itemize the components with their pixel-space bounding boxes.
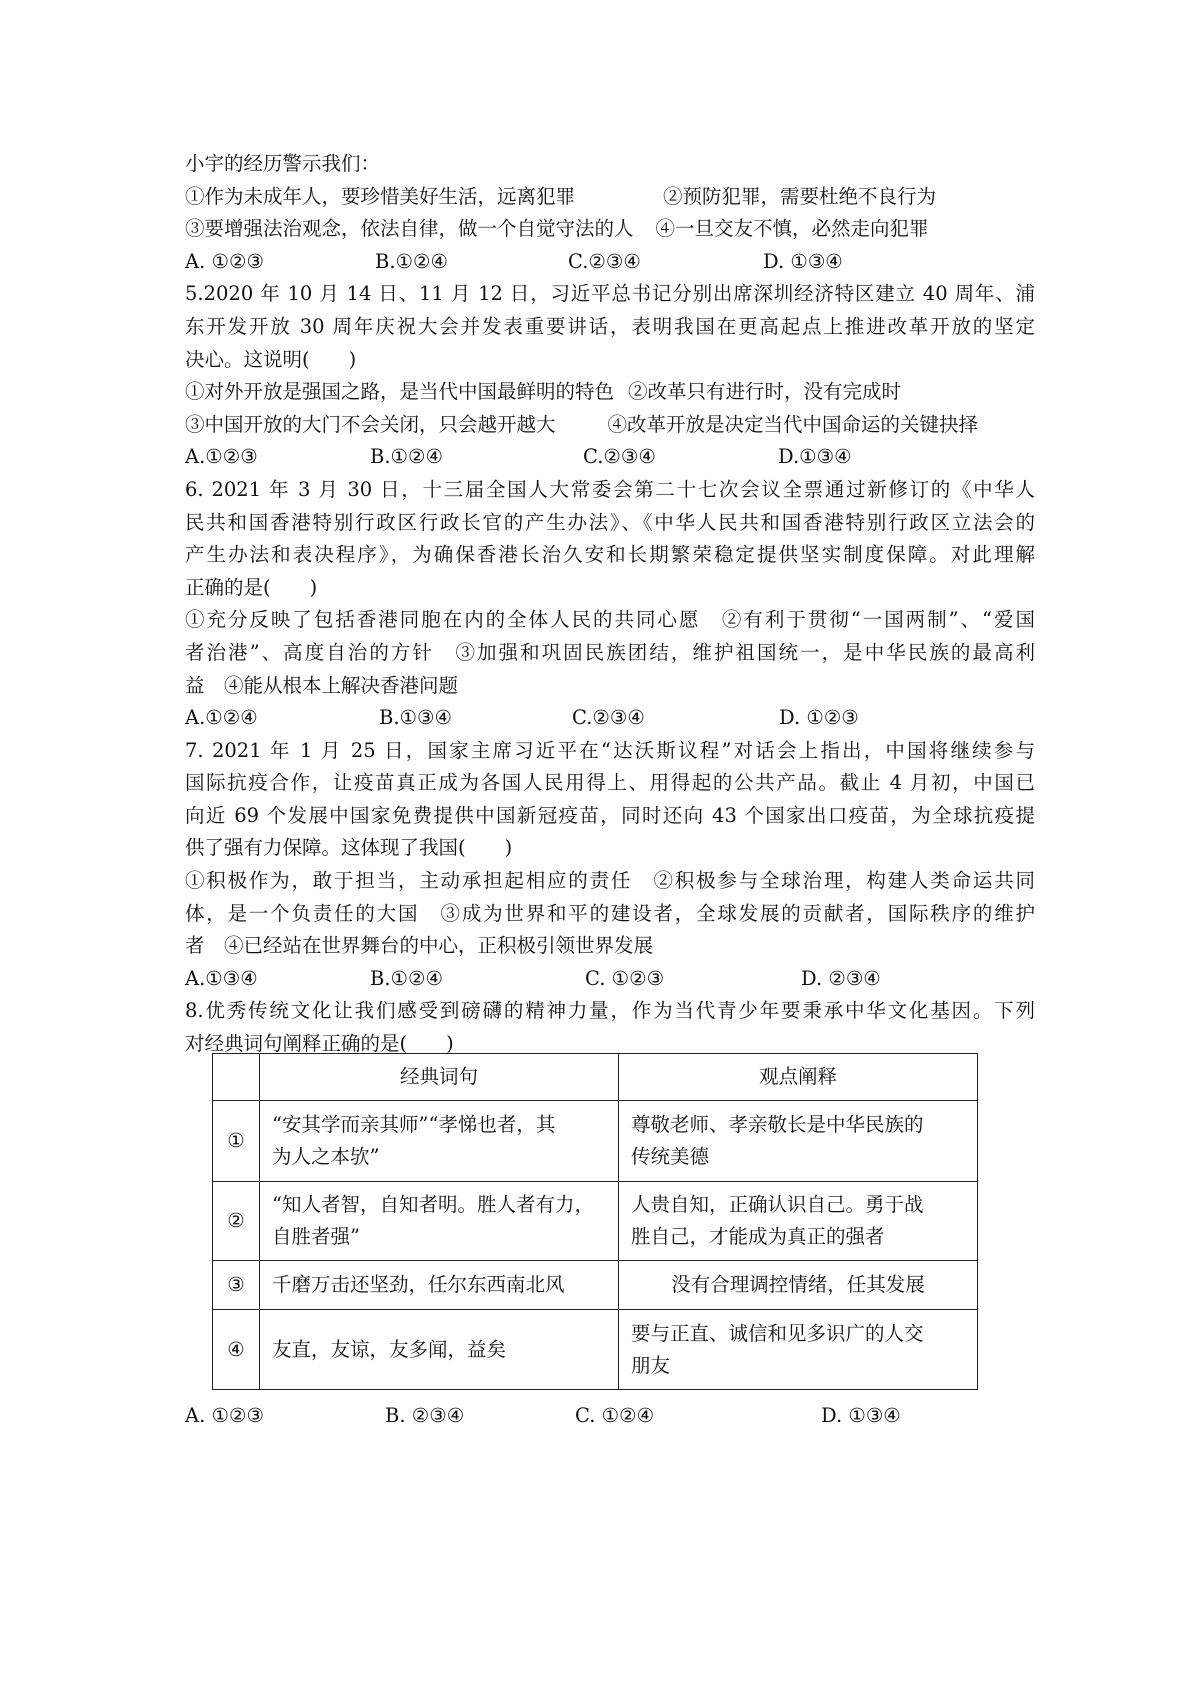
q6-text-5: ①充分反映了包括香港同胞在内的全体人民的共同心愿 ②有利于贯彻“一国两制”、“爱国: [185, 608, 1035, 632]
q5-statement-2: ②改革只有进行时，没有完成时: [628, 380, 902, 404]
q4-options: [185, 246, 1035, 279]
q4-statements-row1: [185, 181, 1035, 214]
q8-text-1: 8.优秀传统文化让我们感受到磅礴的精神力量，作为当代青少年要秉承中华文化基因。下列: [185, 999, 1035, 1023]
q4-statement-3: ③要增强法治观念，依法自律，做一个自觉守法的人: [185, 217, 634, 241]
q4-option-c[interactable]: C.②③④: [568, 249, 641, 273]
row-view: [619, 1101, 978, 1182]
table-header-blank: [213, 1054, 260, 1101]
row-view-line: 传统美德: [631, 1145, 710, 1168]
q6-text-3: 产生办法和表决程序》，为确保香港长治久安和长期繁荣稳定提供坚实制度保障。对此理解: [185, 543, 1035, 567]
q6-options: [185, 702, 1035, 735]
q6-text-1: 6. 2021 年 3 月 30 日，十三届全国人大常委会第二十七次会议全票通过新修订的《中华人: [185, 477, 1035, 501]
table-header-row: [213, 1054, 978, 1101]
q7-text-2: 国际抗疫合作，让疫苗真正成为各国人民用得上、用得起的公共产品。截止 4 月初，中国已: [185, 771, 1035, 795]
q7-option-d[interactable]: D. ②③④: [801, 966, 881, 990]
q5-statements-row2: [185, 409, 1035, 442]
row-quote-line: “安其学而亲其师”“孝悌也者，其: [272, 1113, 556, 1136]
q4-option-a[interactable]: A. ①②③: [185, 249, 264, 273]
row-view: [619, 1310, 978, 1390]
q5-statement-4: ④改革开放是决定当代中国命运的关键抉择: [607, 412, 979, 436]
q7-option-a[interactable]: A.①③④: [185, 966, 258, 990]
q6-option-a[interactable]: A.①②④: [185, 706, 258, 730]
table-header-quote: 经典词句: [260, 1054, 619, 1101]
q6-option-c[interactable]: C.②③④: [572, 706, 645, 730]
q4-option-d[interactable]: D. ①③④: [763, 249, 843, 273]
table-row: [213, 1182, 978, 1261]
q5-statement-1: ①对外开放是强国之路，是当代中国最鲜明的特色: [185, 380, 615, 404]
q4-stem: 小宇的经历警示我们：: [185, 152, 381, 175]
q6-text-6: 者治港”、高度自治的方针 ③加强和巩固民族团结，维护祖国统一，是中华民族的最高利: [185, 640, 1035, 664]
q4-statements-row2: [185, 213, 1035, 246]
row-number: ④: [213, 1310, 260, 1390]
q4-statement-4: ④一旦交友不慎，必然走向犯罪: [655, 217, 929, 241]
q7-text-3: 向近 69 个发展中国家免费提供中国新冠疫苗，同时还向 43 个国家出口疫苗，为全球抗疫提: [185, 803, 1035, 827]
q5-text-3: 决心。这说明( ): [185, 347, 357, 371]
row-quote: [260, 1101, 619, 1182]
q5-option-a[interactable]: A.①②③: [185, 445, 258, 469]
q7-options: [185, 963, 1035, 996]
row-quote-line: 自胜者强”: [272, 1225, 360, 1248]
q4-statement-1: ①作为未成年人，要珍惜美好生活，远离犯罪: [185, 184, 576, 208]
q6-text-2: 民共和国香港特别行政区行政长官的产生办法》、《中华人民共和国香港特别行政区立法会的: [185, 510, 1035, 534]
row-view-line: 朋友: [631, 1353, 671, 1377]
row-view-line: 要与正直、诚信和见多识广的人交: [631, 1321, 924, 1345]
q5-option-c[interactable]: C.②③④: [583, 445, 656, 469]
q4-statement-2: ②预防犯罪，需要杜绝不良行为: [663, 184, 937, 208]
q7-text-7: 者 ④已经站在世界舞台的中心，正积极引领世界发展: [185, 934, 654, 958]
q5-options: [185, 441, 1035, 474]
q8-options: [185, 1400, 1035, 1433]
q8-options-block: [185, 1400, 1035, 1433]
table-header-view: 观点阐释: [619, 1054, 978, 1101]
q7-option-c[interactable]: C. ①②③: [585, 966, 665, 990]
table-row: [213, 1310, 978, 1390]
q7-text-5: ①积极作为，敢于担当，主动承担起相应的责任 ②积极参与全球治理，构建人类命运共同: [185, 869, 1035, 893]
q8-option-a[interactable]: A. ①②③: [185, 1404, 264, 1427]
row-view-line: 尊敬老师、孝亲敬长是中华民族的: [631, 1113, 924, 1136]
row-number: ②: [213, 1182, 260, 1261]
q5-option-b[interactable]: B.①②④: [370, 445, 443, 469]
q8-option-d[interactable]: D. ①③④: [821, 1404, 901, 1427]
table-row: [213, 1101, 978, 1182]
row-view-line: 胜自己，才能成为真正的强者: [631, 1225, 885, 1248]
q8-text-2: 对经典词句阐释正确的是( ): [185, 1032, 454, 1056]
row-quote: 千磨万击还坚劲，任尔东西南北风: [260, 1261, 619, 1310]
row-view-line: 人贵自知，正确认识自己。勇于战: [631, 1193, 924, 1216]
q8-option-c[interactable]: C. ①②④: [575, 1404, 655, 1427]
q5-text-1: 5.2020 年 10 月 14 日、11 月 12 日，习近平总书记分别出席深圳经济特区建立 40 周年、浦: [185, 282, 1035, 306]
row-view: [619, 1182, 978, 1261]
q4-option-b[interactable]: B.①②④: [375, 249, 448, 273]
q5-option-d[interactable]: D.①③④: [778, 445, 852, 469]
q5-statements-row1: [185, 376, 1035, 409]
row-number: ①: [213, 1101, 260, 1182]
table-row: [213, 1261, 978, 1310]
q7-option-b[interactable]: B.①②④: [370, 966, 443, 990]
q8-option-b[interactable]: B. ②③④: [385, 1404, 465, 1427]
classics-table: [212, 1053, 978, 1390]
row-view: 没有合理调控情绪，任其发展: [619, 1261, 978, 1310]
row-number: ③: [213, 1261, 260, 1310]
row-quote-line: “知人者智，自知者明。胜人者有力，: [272, 1193, 594, 1216]
row-quote: 友直，友谅，友多闻，益矣: [260, 1310, 619, 1390]
q6-option-d[interactable]: D. ①②③: [779, 706, 859, 730]
q5-statement-3: ③中国开放的大门不会关闭，只会越开越大: [185, 412, 556, 436]
row-quote: [260, 1182, 619, 1261]
q6-text-7: 益 ④能从根本上解决香港问题: [185, 673, 459, 697]
q7-text-6: 体，是一个负责任的大国 ③成为世界和平的建设者，全球发展的贡献者，国际秩序的维护: [185, 901, 1035, 925]
row-quote-line: 为人之本欤”: [272, 1145, 380, 1168]
q6-option-b[interactable]: B.①③④: [379, 706, 452, 730]
q7-text-1: 7. 2021 年 1 月 25 日，国家主席习近平在“达沃斯议程”对话会上指出，中国将继续参与: [185, 738, 1035, 762]
q6-text-4: 正确的是( ): [185, 575, 318, 599]
q5-text-2: 东开发开放 30 周年庆祝大会并发表重要讲话，表明我国在更高起点上推进改革开放的坚定: [185, 314, 1035, 338]
question-sheet: [185, 148, 1035, 1061]
q7-text-4: 供了强有力保障。这体现了我国( ): [185, 836, 513, 860]
